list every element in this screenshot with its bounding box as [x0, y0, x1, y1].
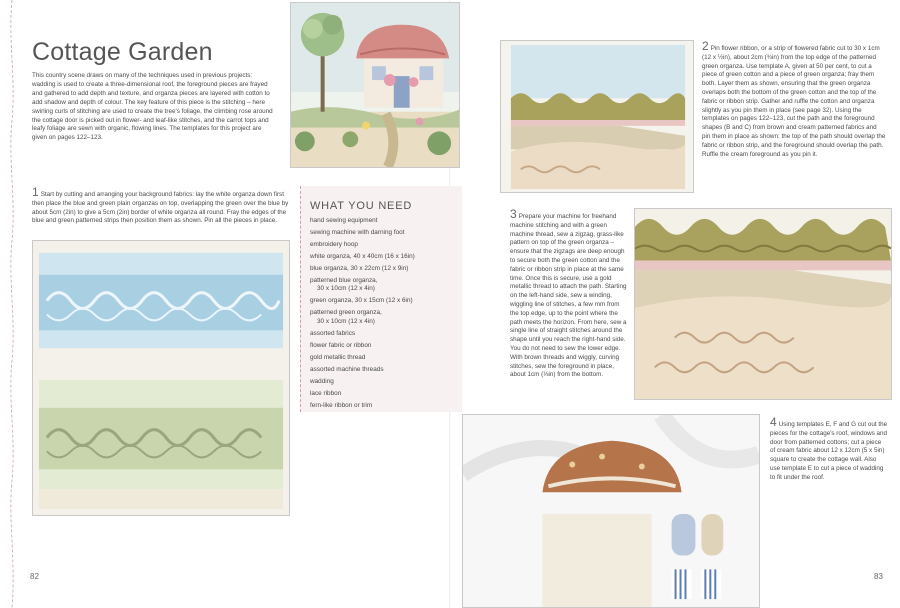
- cottage-pieces-photo: [462, 414, 760, 608]
- step-text: Prepare your machine for freehand machine stitching and with a green machine thread, sew a zigzag, grass-like pattern on top of the green organza – ensure that the zigzags are deep enough to secure both the green cotton and the fabric or ribbon strip in place at the same time. Once this is secure, use a gold metallic thread to attach the path. Starting on the left-hand side, sew a winding, wiggling line of stitches, a few mm from the top edge, up to the point where the path meets the horizon. From here, sew a single line of straight stitches around the shape until you reach the right-hand side. You do not need to sew the lower edge. With brown threads and wiggly, curving stitches, sew the foreground in place, about 1cm (⅓in) from the bottom.: [510, 213, 627, 379]
- list-item: wadding: [310, 377, 334, 385]
- list-item: patterned green organza, 30 x 10cm (12 x 4in): [310, 309, 382, 325]
- list-item: assorted machine threads: [310, 365, 384, 373]
- step-number: 3: [510, 207, 517, 221]
- step-text: Pin flower ribbon, or a strip of flowered fabric cut to 30 x 1cm (12 x ½in), about 2cm (¾in) from the top edge of the patterned green organza. Use template A, given at 50 per cent, to cut a piece of green cotton and a piece of green organza; fray them both. Layer them as shown, ensuring that the green organza overlaps both the bottom of the green cotton and the top of the fabric or ribbon strip. Gather and ruffle the cotton and organza slightly as you pin them in place (see page 32). Using the templates on pages 122–123, cut the path and the foreground shapes (B and C) from brown and cream patterned fabrics and pin them in place as shown: the top of the path should overlap the fabric or ribbon strip, and the foreground should overlap the path. Ruffle the cream foreground as you pin it.: [702, 45, 886, 158]
- what-you-need-heading: WHAT YOU NEED: [310, 200, 413, 212]
- list-item: green organza, 30 x 15cm (12 x 6in): [310, 297, 413, 305]
- step-text: Using templates E, F and G cut out the pieces for the cottage's roof, windows and door from patterned cottons; cut a piece of cream fabric about 12 x 12cm (5 x 5in) square to create the cottage wall. Also use template E to cut a piece of wadding to fit under the roof.: [770, 421, 888, 481]
- list-item: hand sewing equipment: [310, 217, 378, 224]
- stitched-detail-photo: [634, 208, 892, 400]
- list-item: embroidery hoop: [310, 241, 358, 248]
- step-3: [510, 207, 628, 380]
- background-fabrics-photo: [32, 240, 290, 516]
- step-4: [770, 415, 888, 483]
- page-number-left: 82: [30, 572, 39, 581]
- finished-cottage-photo: [290, 2, 460, 168]
- list-item: gold metallic thread: [310, 353, 366, 361]
- step-number: 1: [32, 185, 39, 199]
- intro-paragraph: This country scene draws on many of the techniques used in previous projects: wadding is used to create a three-dimensional roof, the foreground pieces are frayed and gathered to add depth and texture, and organza pieces are layered with cotton to add shadow and depth of colour. The key feature of this piece is the stitching – here swirling curls of stitching are used to create the tree's foliage, the climbing rose around the cottage door is picked out in flower- and leaf-like stitches, and the carrot tops and leafy foliage are sewn with organic, flowing lines. The templates for this project are given on pages 122–123.: [32, 72, 273, 142]
- step-number: 4: [770, 415, 777, 429]
- list-item: flower fabric or ribbon: [310, 341, 372, 349]
- list-item: sewing machine with darning foot: [310, 229, 405, 236]
- step-text: Start by cutting and arranging your background fabrics: lay the white organza down first then place the blue and green plain organzas on top, overlapping the green over the blue by about 5cm (2in) to give a 5cm (2in) border of white organza all round. Fray the edges of the blue and green patterned strips then position them as shown. Pin all the pieces in place.: [32, 191, 289, 225]
- step-1: [32, 185, 290, 226]
- list-item: lace ribbon: [310, 389, 342, 397]
- list-item: fern-like ribbon or trim: [310, 401, 373, 409]
- page-title: Cottage Garden: [32, 38, 213, 66]
- list-item: assorted fabrics: [310, 329, 356, 337]
- what-you-need-list: [310, 217, 458, 414]
- step-number: 2: [702, 39, 709, 53]
- layered-fabrics-photo: [500, 40, 694, 193]
- stitch-border-decoration: [6, 0, 18, 608]
- page-number-right: 83: [874, 572, 883, 581]
- list-item: blue organza, 30 x 22cm (12 x 9in): [310, 265, 409, 272]
- list-item: patterned blue organza, 30 x 10cm (12 x 4in): [310, 277, 378, 293]
- what-you-need-box: [300, 186, 462, 412]
- step-2: [702, 39, 886, 159]
- list-item: white organza, 40 x 40cm (16 x 16in): [310, 253, 415, 260]
